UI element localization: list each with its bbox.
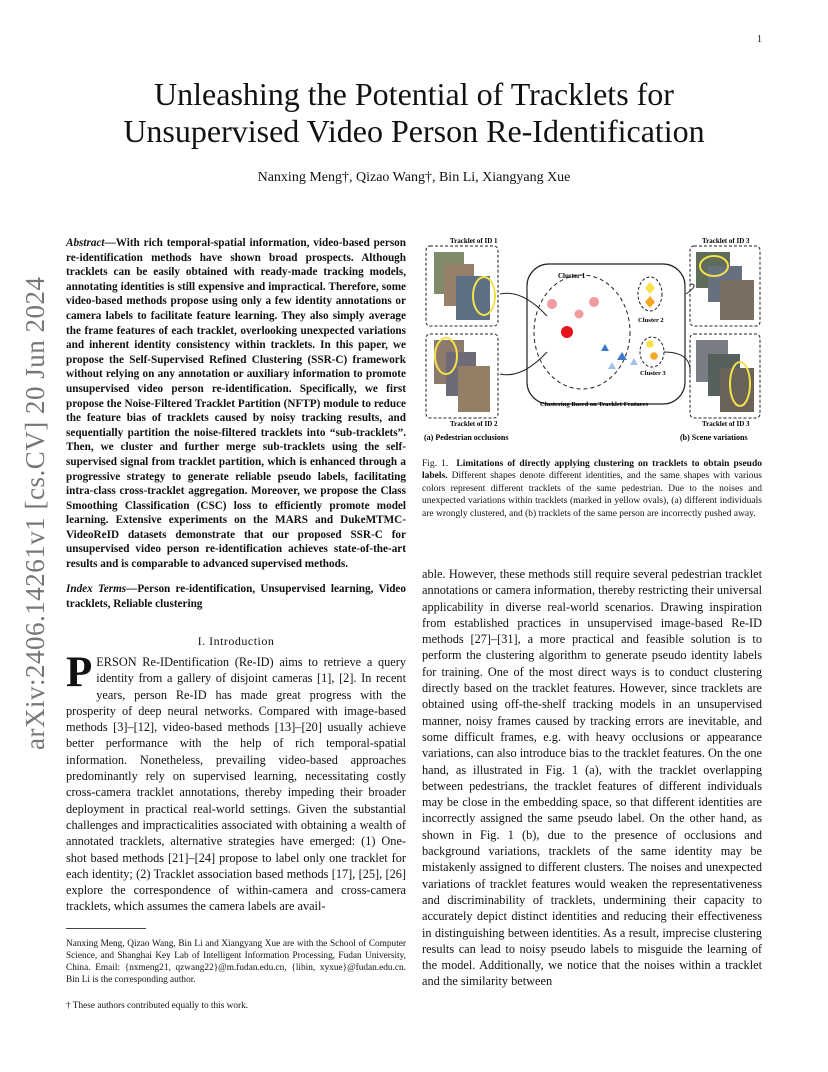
photo-id3-c: [720, 280, 754, 320]
paper-title: [60, 76, 768, 150]
arrow-id1: [500, 293, 547, 316]
arxiv-watermark: arXiv:2406.14261v1 [cs.CV] 20 Jun 2024: [20, 276, 50, 750]
label-tracklet-id2: Tracklet of ID 2: [450, 420, 498, 428]
intro-paragraph-left: [66, 649, 406, 915]
point-orange-2: [650, 352, 658, 360]
point-red-1: [561, 326, 573, 338]
center-caption: Clustering Based on Tracklet Features: [540, 401, 649, 408]
point-pink-2: [589, 297, 599, 307]
point-yellow-2: [646, 340, 654, 348]
drop-cap: P: [66, 649, 93, 696]
photo-id2-c: [458, 366, 490, 412]
label-tracklet-id3-top: Tracklet of ID 3: [702, 237, 750, 245]
arrow-id3-bottom: [664, 352, 690, 374]
page-number: 1: [757, 34, 762, 45]
author-list: Nanxing Meng†, Qizao Wang†, Bin Li, Xiangyang Xue: [257, 170, 571, 185]
footnote-divider: [66, 928, 146, 929]
cluster-2-label: Cluster 2: [638, 317, 664, 324]
caption-bold: Limitations of directly applying clustering on tracklets to obtain pseudo labels.: [422, 459, 762, 482]
cluster-1-outline: [534, 275, 630, 389]
index-terms: [66, 582, 406, 611]
point-yellow-1: [645, 282, 655, 294]
affiliation-footnote: Nanxing Meng, Qizao Wang, Bin Li and Xiangyang Xue are with the School of Computer Science, and Shanghai Key Lab of Intelligent Information Processing, Fudan University, China. Email: {nxmeng21, qzwang22}@m.fudan.edu.cn, {libin, xyxue}@fudan.edu.cn. Bin Li is the corresponding author.: [66, 939, 406, 985]
index-terms-lead: Index Terms: [66, 583, 127, 595]
point-blue-1: [601, 344, 609, 351]
point-lightblue-2: [630, 358, 638, 365]
figure-1: [422, 234, 764, 446]
abstract: [66, 236, 406, 572]
cluster-1-label: Cluster 1: [558, 272, 586, 280]
title-line-2: Unsupervised Video Person Re-Identification: [123, 113, 705, 149]
point-lightblue-1: [608, 362, 616, 369]
cluster-3-label: Cluster 3: [640, 370, 666, 377]
caption-lead: Fig. 1.: [422, 459, 449, 469]
clustering-space: [527, 264, 685, 404]
point-pink-3: [575, 310, 584, 319]
title-line-1: Unleashing the Potential of Tracklets for: [154, 76, 674, 112]
arrow-id2: [500, 352, 547, 375]
abstract-body: —With rich temporal-spatial information, video-based person re-identification methods have shown broad prospects. Although tracklets can be easily obtained with ready-made tracking models, annotating identities is still expensive and impractical. Therefore, some video-based methods propose using only a few identity annotations or camera labels to facilitate feature learning. They also simply average the frame features of each tracklet, overlooking unexpected variations and inherent identity consistency within tracklets. In this paper, we propose the Self-Supervised Refined Clustering (SSR-C) framework without relying on any annotation or auxiliary information to promote unsupervised video person re-identification. Specifically, we first propose the Noise-Filtered Tracklet Partition (NFTP) module to reduce the feature bias of tracklets caused by noisy tracking results, and sequentially partition the noise-filtered tracklets into “sub-tracklets”. Then, we cluster and further merge sub-tracklets using the self-supervised signal from tracklet partition, which is enhanced through a progressive strategy to generate reliable pseudo labels, facilitating intra-class cross-tracklet aggregation. Moreover, we propose the Class Smoothing Classification (CSC) loss to efficiently promote model learning. Extensive experiments on the MARS and DukeMTMC-VideoReID datasets demonstrate that our proposed SSR-C for unsupervised video person re-identification achieves state-of-the-art results and is comparable to advanced supervised methods.: [66, 237, 406, 571]
subcaption-a: (a) Pedestrian occlusions: [424, 433, 509, 442]
abstract-lead: Abstract: [66, 237, 105, 249]
point-orange-1: [645, 296, 655, 308]
intro-paragraph-right: able. However, these methods still require several pedestrian tracklet annotations or camera information, thereby restricting their universal applicability in diverse real-world scenarios. Drawing inspiration from established practices in unsupervised image-based Re-ID methods [27]–[31], a more practical and feasible solution is to perform the clustering algorithm to generate pseudo identity labels for training. One of the most direct ways is to conduct clustering directly based on the tracklet features. However, since tracklets are obtained using off-the-shelf tracking models in an unsupervised manner, noisy frames caused by tracking errors are inevitable, and some difficult frames, e.g. with heavy occlusions or appearance variations, can also introduce bias to the tracklet features. On the one hand, as illustrated in Fig. 1 (a), with the tracklet overlapping between pedestrians, the tracklet features of different individuals may be close in the embedding space, so that different identities are incorrectly assigned the same pseudo label. On the other hand, as shown in Fig. 1 (b), due to the presence of occlusions and background variations, tracklets of the same identity may be mistakenly assigned to different clusters. The noises and unexpected variations of tracklet features would weaken the representativeness and discriminability of tracklets, undermining their capacity to accurately depict distinct identities and reducing their effectiveness in distinguishing between identities. As a result, imprecise clustering results can lead to noisy pseudo labels to misguide the learning of the model. Additionally, we notice that the noises within a tracklet and the similarity between: [422, 567, 762, 989]
equal-contribution-footnote: † These authors contributed equally to this work.: [66, 1001, 249, 1011]
index-terms-body: —Person re-identification, Unsupervised learning, Video tracklets, Reliable clustering: [66, 583, 406, 610]
label-tracklet-id3-bottom: Tracklet of ID 3: [702, 420, 750, 428]
label-tracklet-id1: Tracklet of ID 1: [450, 237, 498, 245]
point-pink-1: [547, 299, 557, 309]
section-heading: I. Introduction: [197, 634, 275, 648]
subcaption-b: (b) Scene variations: [680, 433, 748, 442]
caption-body: Different shapes denote different identities, and the same shapes with various colors represent different tracklets of the same pedestrian. Due to the noises and unexpected variations within tracklets (marked in yellow ovals), (a) different individuals are wrongly clustered, and (b) tracklets of the same person are incorrectly pushed away.: [422, 471, 762, 519]
figure-caption: [422, 458, 762, 520]
intro-left-text: ERSON Re-IDentification (Re-ID) aims to retrieve a query identity from a gallery of disjoint cameras [1], [2]. In recent years, person Re-ID has made great progress with the prosperity of deep neural networks. Compared with image-based methods [3]–[12], video-based methods [13]–[20] usually achieve better performance with the help of rich temporal-spatial information. Nonetheless, prevailing video-based approaches predominantly rely on supervised learning, necessitating costly cross-camera tracklet annotations, thereby impeding their broader deployment in practical real-world settings. Given the substantial challenges and impracticalities associated with obtaining a wealth of annotated tracklets, alternative strategies have emerged: (1) One-shot based methods [21]–[24] propose to label only one tracklet for each identity; (2) Tracklet association based methods [17], [25], [26] explore the correspondence of within-camera and cross-camera tracklets, which assumes the camera labels are avail-: [66, 655, 406, 914]
